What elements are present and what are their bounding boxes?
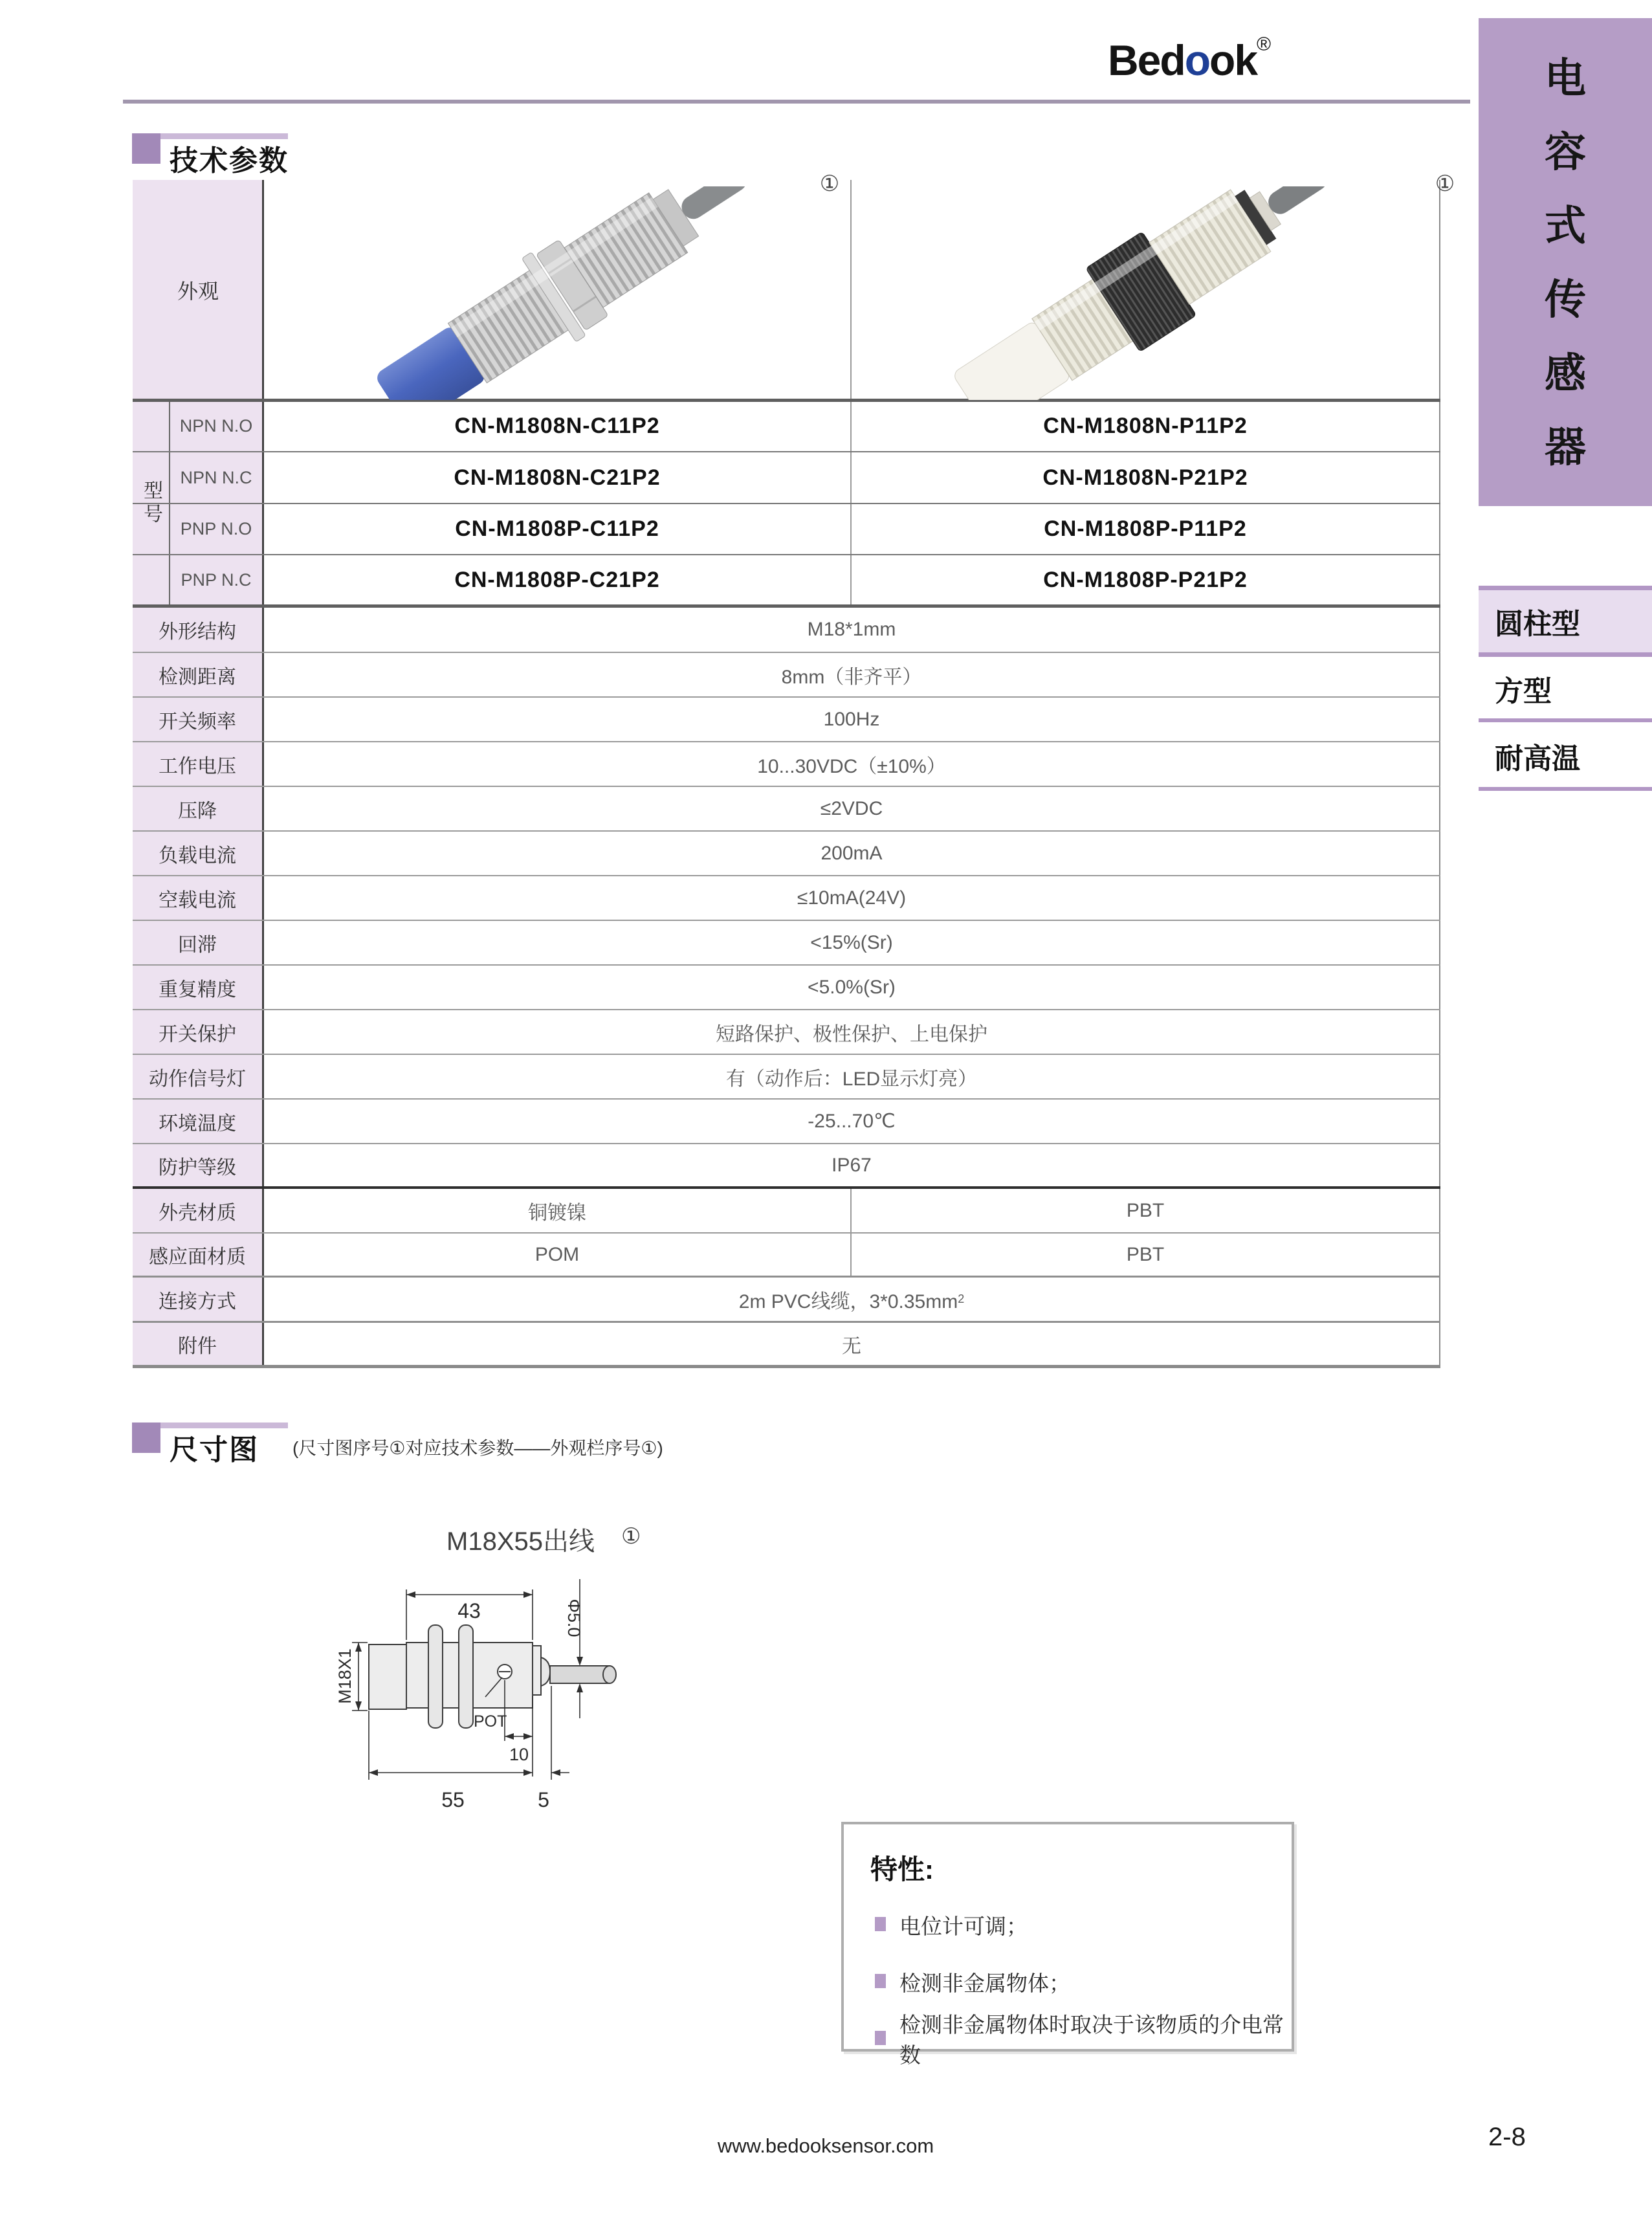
- model-number: CN-M1808N-C21P2: [454, 465, 661, 490]
- spec-label: 压降: [178, 800, 217, 822]
- model-number: CN-M1808P-P11P2: [1044, 516, 1247, 541]
- table-line: [1439, 180, 1440, 1367]
- spec-value: <15%(Sr): [810, 931, 893, 953]
- spec-value: 10...30VDC（±10%）: [757, 755, 946, 777]
- material-value: POM: [534, 1243, 580, 1265]
- spec-value: 200mA: [820, 842, 883, 864]
- bullet-square-icon: [875, 1917, 886, 1931]
- model-type: PNP N.C: [181, 570, 252, 590]
- connection-value-text: 2m PVC线缆，3*0.35mm: [738, 1290, 958, 1312]
- sensor-photo-plastic: [932, 186, 1346, 400]
- spec-value: 8mm（非齐平）: [781, 666, 922, 688]
- brand-logo: [1108, 34, 1328, 93]
- diagram-ref: ①: [621, 1524, 641, 1549]
- spec-label: 感应面材质: [149, 1246, 246, 1268]
- pot-label: POT: [474, 1712, 507, 1731]
- model-number: CN-M1808P-C11P2: [455, 516, 659, 541]
- feature-item: 检测非金属物体；: [899, 1971, 1070, 1995]
- banner-char: 传: [1545, 276, 1586, 323]
- connection-value: [264, 1278, 1439, 1321]
- banner-char: 容: [1545, 129, 1586, 175]
- bullet-square-icon: [875, 2031, 886, 2045]
- spec-value: -25...70℃: [808, 1111, 896, 1132]
- model-number: CN-M1808N-C11P2: [454, 414, 660, 438]
- sensor-photo-metal: [353, 186, 767, 400]
- diagram-label: M18X55出线: [446, 1527, 595, 1556]
- table-line: [133, 1365, 1440, 1368]
- spec-label: 开关频率: [159, 711, 236, 733]
- model-group-text: 型号: [140, 480, 162, 527]
- accessory-value: 无: [842, 1335, 861, 1357]
- connection-value-sup: 2: [958, 1292, 965, 1305]
- sidebar-category-banner: [1479, 18, 1652, 506]
- model-group-label: [133, 401, 169, 605]
- sidebar-divider: [1479, 787, 1652, 791]
- spec-value: ≤2VDC: [820, 797, 883, 819]
- model-number: CN-M1808N-P11P2: [1043, 414, 1248, 438]
- material-value: PBT: [1126, 1199, 1165, 1221]
- spec-label: 外壳材质: [159, 1202, 236, 1224]
- material-value: PBT: [1126, 1243, 1165, 1265]
- dim-43: 43: [457, 1599, 481, 1622]
- dimension-drawing: [291, 1553, 744, 1844]
- spec-label: 负载电流: [159, 845, 236, 867]
- registered-mark-icon: ®: [1257, 34, 1272, 55]
- model-number: CN-M1808P-P21P2: [1043, 567, 1248, 592]
- model-type: NPN N.O: [179, 416, 253, 436]
- tech-params-title: 技术参数: [170, 145, 289, 177]
- spec-label: 重复精度: [159, 979, 236, 1001]
- image-ref-1: ①: [819, 172, 840, 196]
- logo-text-post: ok: [1209, 36, 1257, 84]
- spec-label: 回滞: [178, 934, 217, 956]
- model-type: NPN N.C: [180, 467, 252, 487]
- footer-url: www.bedooksensor.com: [717, 2134, 934, 2157]
- spec-value: 100Hz: [823, 708, 880, 730]
- model-number: CN-M1808N-P21P2: [1042, 465, 1248, 490]
- banner-char: 式: [1545, 203, 1586, 249]
- model-number: CN-M1808P-C21P2: [454, 567, 660, 592]
- spec-value: ≤10mA(24V): [797, 887, 907, 909]
- spec-label: 空载电流: [159, 889, 236, 911]
- sidebar-item-label: 耐高温: [1495, 743, 1580, 775]
- dim-5: 5: [538, 1788, 549, 1811]
- logo-text-pre: Bed: [1108, 36, 1185, 84]
- dimension-note: (尺寸图序号①对应技术参数——外观栏序号①): [292, 1438, 663, 1458]
- logo-text-blue: o: [1184, 36, 1210, 84]
- material-value: 铜镀镍: [528, 1202, 586, 1224]
- spec-value: IP67: [832, 1154, 872, 1176]
- features-title: 特性:: [870, 1854, 934, 1885]
- image-ref-2: ①: [1435, 172, 1455, 196]
- sidebar-item-heat-resistant[interactable]: [1495, 738, 1637, 774]
- sidebar-item-cylindrical[interactable]: [1479, 586, 1652, 657]
- spec-value: 有（动作后：LED显示灯亮）: [725, 1068, 978, 1090]
- spec-value: 短路保护、极性保护、上电保护: [716, 1023, 987, 1045]
- spec-label: 环境温度: [159, 1112, 236, 1135]
- spec-label: 开关保护: [159, 1023, 236, 1045]
- dim-10: 10: [509, 1745, 529, 1764]
- spec-value: M18*1mm: [807, 619, 896, 640]
- top-rule: [123, 100, 1470, 104]
- banner-char: 电: [1545, 55, 1586, 102]
- appearance-label: 外观: [177, 280, 219, 303]
- banner-char: 器: [1545, 424, 1586, 470]
- banner-char: 感: [1545, 350, 1586, 397]
- sidebar-item-label: 圆柱型: [1495, 608, 1580, 640]
- model-type: PNP N.O: [180, 519, 252, 538]
- spec-label: 检测距离: [159, 666, 236, 688]
- dim-55: 55: [441, 1788, 465, 1811]
- feature-item: 检测非金属物体时取决于该物质的介电常数: [899, 2013, 1284, 2067]
- spec-label: 工作电压: [159, 755, 236, 777]
- sidebar-item-label: 方型: [1495, 676, 1552, 707]
- feature-item: 电位计可调；: [899, 1914, 1028, 1938]
- sidebar-divider: [1479, 718, 1652, 722]
- section-marker-icon: [132, 1422, 160, 1453]
- dimension-title: 尺寸图: [170, 1434, 259, 1466]
- spec-label: 附件: [178, 1335, 217, 1357]
- dim-cable-dia: Φ5.0: [564, 1599, 584, 1637]
- spec-label: 连接方式: [159, 1290, 236, 1312]
- dim-thread: M18X1: [335, 1648, 355, 1704]
- spec-label: 外形结构: [159, 621, 236, 643]
- sidebar-item-square[interactable]: [1495, 670, 1637, 707]
- spec-value: <5.0%(Sr): [808, 976, 896, 998]
- page-number: 2-8: [1488, 2123, 1526, 2151]
- spec-label: 动作信号灯: [149, 1068, 246, 1090]
- bullet-square-icon: [875, 1974, 886, 1988]
- section-marker-icon: [132, 133, 160, 164]
- spec-label: 防护等级: [159, 1157, 236, 1179]
